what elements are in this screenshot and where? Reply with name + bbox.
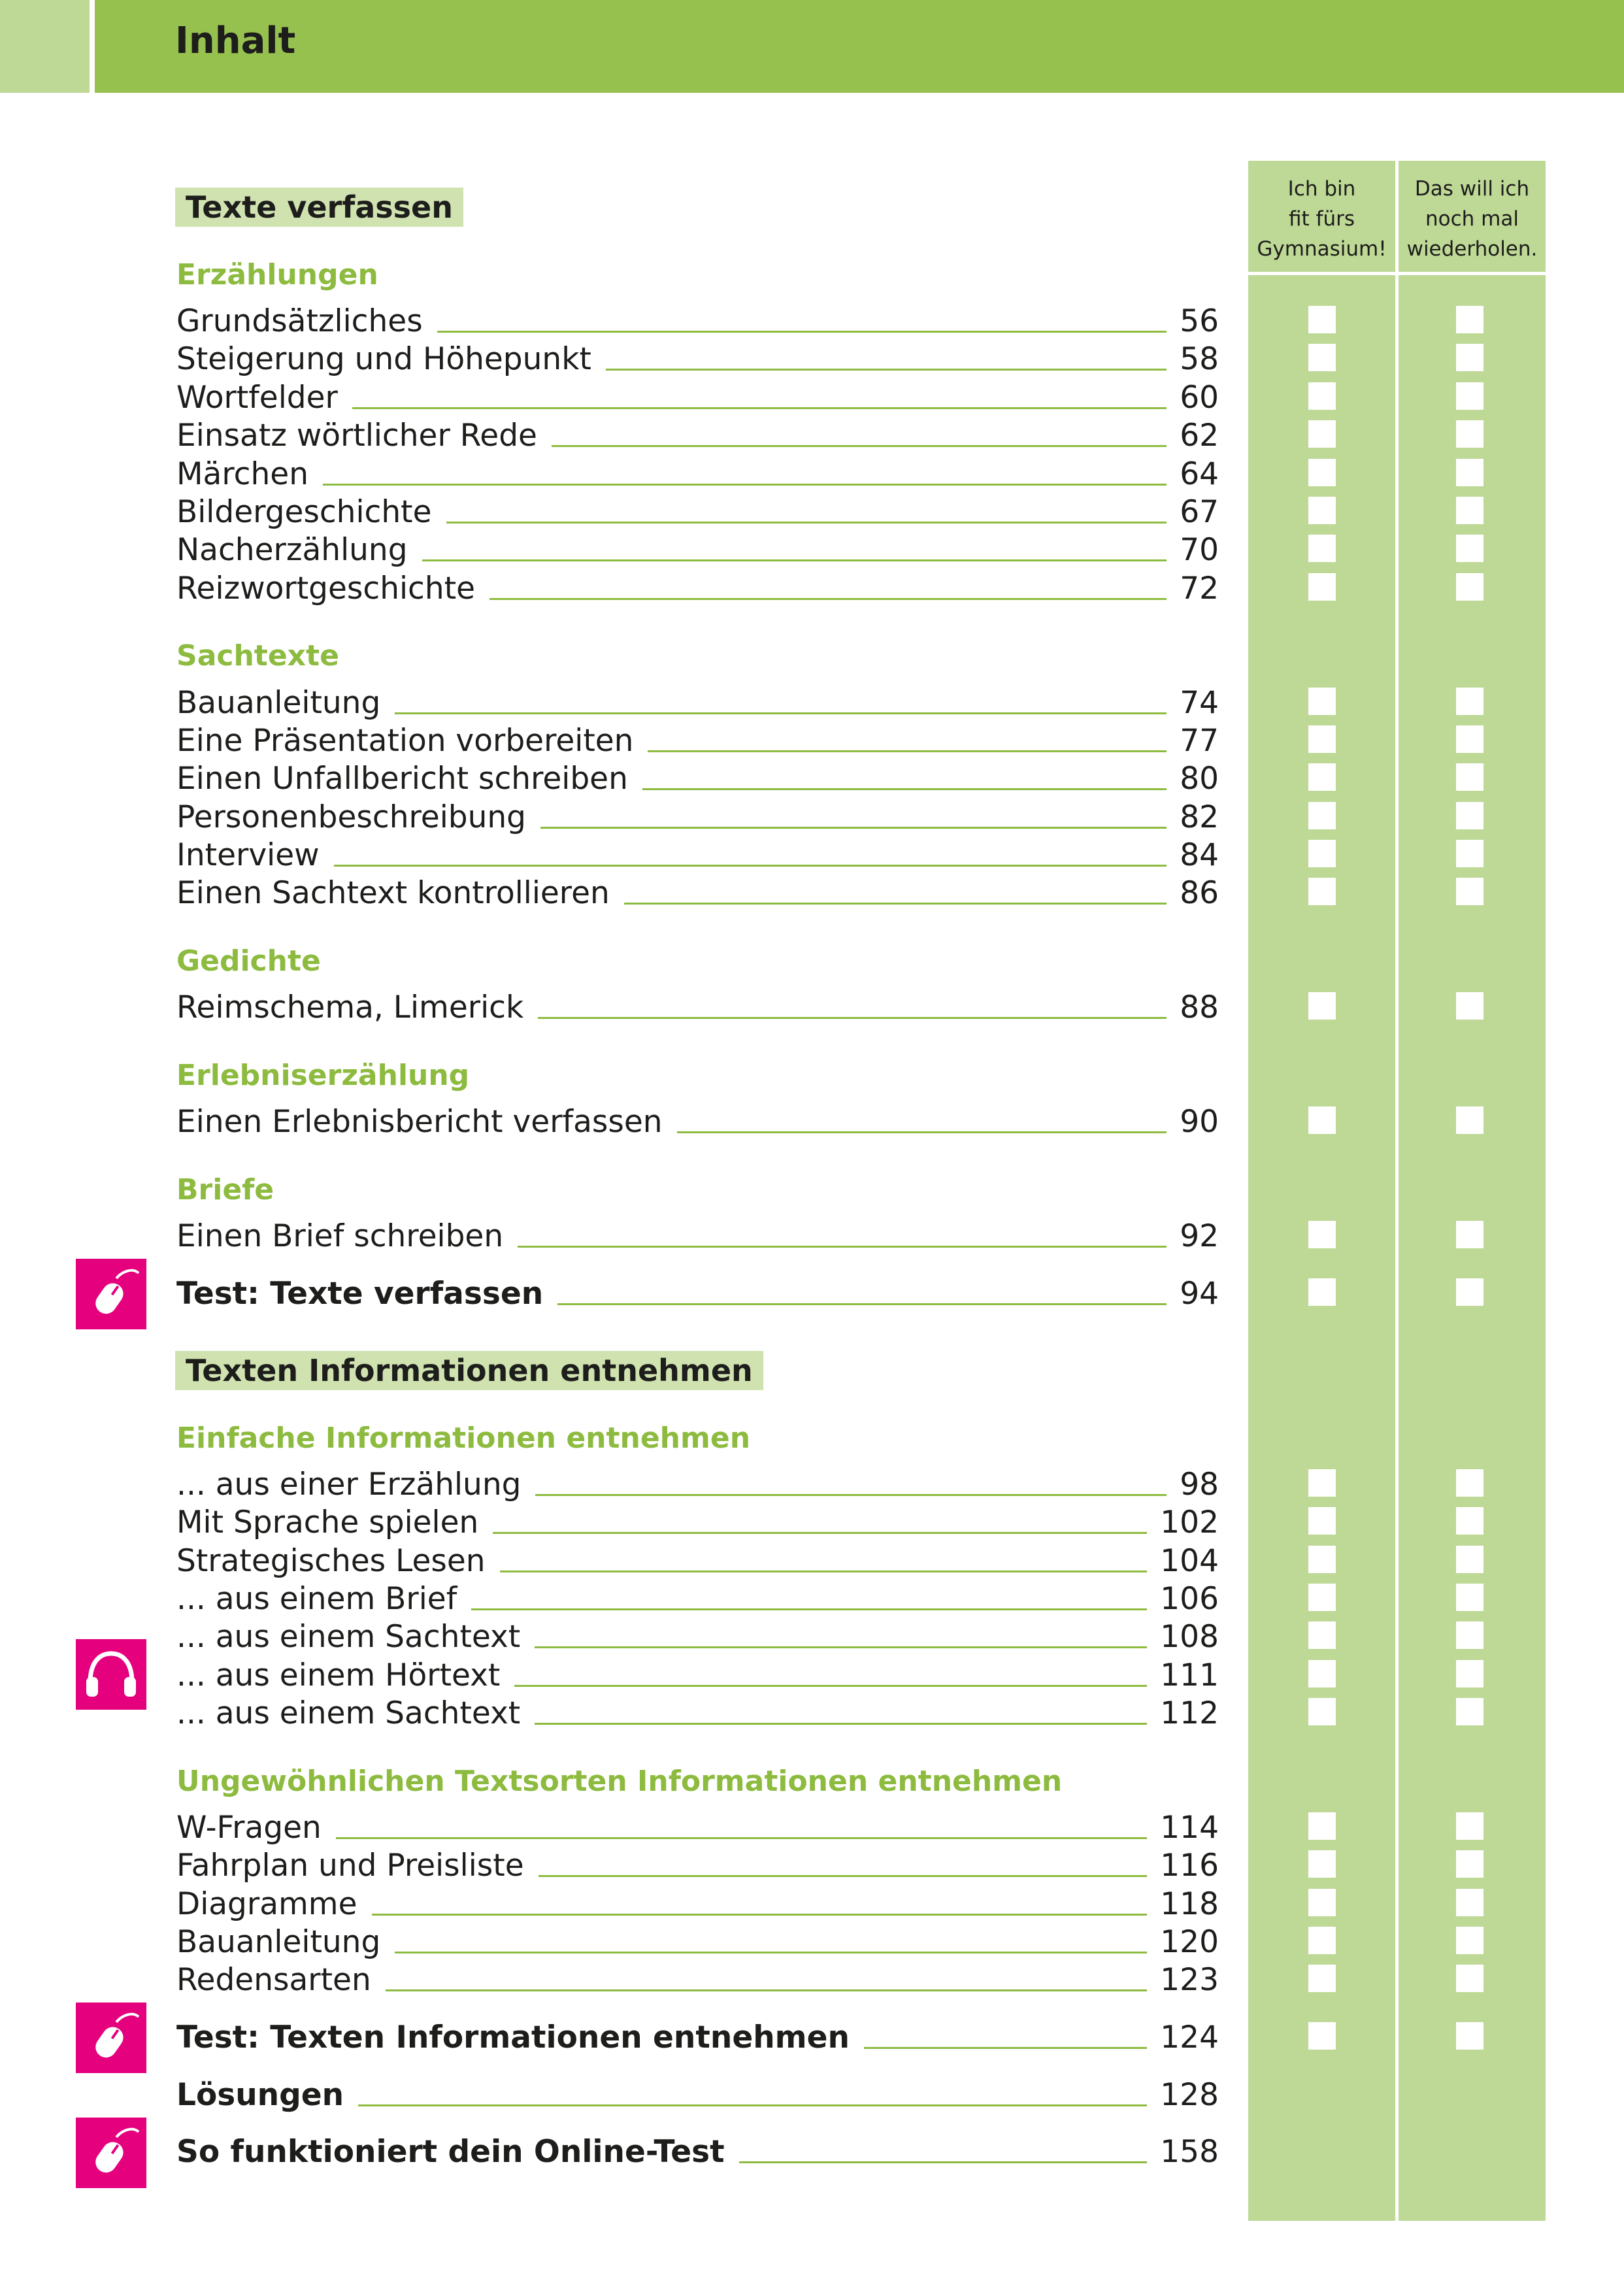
leader-line — [471, 1608, 1147, 1610]
entry-label: ... aus einem Brief — [176, 1581, 457, 1617]
toc-entry — [176, 1847, 1219, 1885]
checkbox-fit[interactable] — [1308, 802, 1336, 829]
checkbox-fit[interactable] — [1308, 1584, 1336, 1611]
toc-entry — [176, 1809, 1219, 1847]
entry-label: Grundsätzliches — [176, 303, 423, 339]
leader-line — [739, 2161, 1148, 2163]
entry-label: Interview — [176, 837, 320, 873]
checkbox-repeat[interactable] — [1456, 1546, 1483, 1573]
toc-entry — [176, 341, 1219, 378]
toc-entry — [176, 1618, 1219, 1656]
toc-entry — [176, 1695, 1219, 1733]
entry-page: 58 — [1180, 341, 1219, 377]
section-heading-texte-verfassen: Texte verfassen — [175, 188, 463, 227]
checkbox-fit[interactable] — [1308, 2022, 1336, 2050]
checkbox-fit[interactable] — [1308, 878, 1336, 905]
toc-entry — [176, 1103, 1219, 1141]
leader-line — [642, 788, 1167, 790]
page-title: Inhalt — [175, 20, 296, 62]
entry-label: Test: Texten Informationen entnehmen — [176, 2020, 850, 2055]
checkbox-repeat[interactable] — [1456, 1850, 1483, 1878]
checkbox-fit[interactable] — [1308, 497, 1336, 524]
leader-line — [540, 827, 1167, 829]
toc-entry-test — [176, 2019, 1219, 2057]
checkbox-repeat[interactable] — [1456, 992, 1483, 1020]
subheading-erzaehlungen: Erzählungen — [176, 258, 378, 291]
leader-line — [493, 1532, 1147, 1534]
checkbox-fit[interactable] — [1308, 1927, 1336, 1954]
checkbox-repeat[interactable] — [1456, 840, 1483, 867]
checkbox-fit[interactable] — [1308, 992, 1336, 1020]
entry-label: Fahrplan und Preisliste — [176, 1848, 524, 1884]
entry-page: 118 — [1160, 1886, 1219, 1922]
checkbox-repeat[interactable] — [1456, 1278, 1483, 1306]
checkbox-fit[interactable] — [1308, 1546, 1336, 1573]
entry-page: 72 — [1180, 571, 1219, 607]
entry-page: 106 — [1160, 1581, 1219, 1617]
entry-page: 74 — [1180, 685, 1219, 721]
checkbox-repeat[interactable] — [1456, 382, 1483, 410]
checkbox-fit[interactable] — [1308, 573, 1336, 601]
toc-entry-test — [176, 1275, 1219, 1313]
entry-label: Reizwortgeschichte — [176, 571, 476, 607]
entry-page: 92 — [1180, 1218, 1219, 1254]
checkbox-repeat[interactable] — [1456, 1812, 1483, 1840]
entry-page: 124 — [1160, 2020, 1219, 2055]
entry-page: 98 — [1180, 1467, 1219, 1503]
entry-label: Einen Brief schreiben — [176, 1218, 504, 1254]
leader-line — [372, 1914, 1148, 1916]
checkbox-fit[interactable] — [1308, 420, 1336, 448]
checkbox-repeat[interactable] — [1456, 1889, 1483, 1916]
entry-label: Test: Texte verfassen — [176, 1276, 544, 1312]
toc-entry — [176, 531, 1219, 569]
leader-line — [422, 559, 1167, 561]
header-tab — [0, 0, 90, 93]
entry-page: 84 — [1180, 837, 1219, 873]
subheading-ungewoehnliche-textsorten: Ungewöhnlichen Textsorten Informationen entnehmen — [176, 1765, 1063, 1798]
checkbox-fit[interactable] — [1308, 1965, 1336, 1992]
toc-entry — [176, 1886, 1219, 1923]
leader-line — [386, 1989, 1148, 1991]
mouse-icon — [76, 1259, 146, 1329]
leader-line — [395, 712, 1167, 714]
toc-entry — [176, 799, 1219, 837]
checkbox-fit[interactable] — [1308, 1278, 1336, 1306]
checkbox-fit[interactable] — [1308, 840, 1336, 867]
leader-line — [535, 1494, 1167, 1496]
entry-label: Steigerung und Höhepunkt — [176, 341, 591, 377]
checkbox-fit[interactable] — [1308, 1106, 1336, 1134]
leader-line — [518, 1246, 1167, 1248]
entry-page: 60 — [1180, 380, 1219, 416]
entry-label: Nacherzählung — [176, 532, 408, 568]
checkbox-fit[interactable] — [1308, 1698, 1336, 1725]
entry-label: ... aus einer Erzählung — [176, 1467, 522, 1503]
toc-entry — [176, 1580, 1219, 1618]
entry-label: Eine Präsentation vorbereiten — [176, 723, 634, 759]
entry-label: Bauanleitung — [176, 1924, 381, 1960]
leader-line — [323, 484, 1167, 486]
column-header-repeat: Das will ich noch mal wiederholen. — [1406, 177, 1538, 261]
checkbox-fit[interactable] — [1308, 535, 1336, 562]
leader-line — [538, 1017, 1167, 1019]
subheading-gedichte: Gedichte — [176, 944, 321, 978]
leader-line — [334, 865, 1167, 867]
entry-label: ... aus einem Sachtext — [176, 1619, 521, 1655]
checkbox-repeat[interactable] — [1456, 1106, 1483, 1134]
checkbox-fit[interactable] — [1308, 306, 1336, 333]
entry-label: W-Fragen — [176, 1810, 322, 1846]
subheading-erlebniserzaehlung: Erlebniserzählung — [176, 1059, 470, 1092]
entry-label: Lösungen — [176, 2077, 344, 2113]
entry-page: 94 — [1180, 1276, 1219, 1312]
checkbox-repeat[interactable] — [1456, 688, 1483, 715]
entry-page: 102 — [1160, 1504, 1219, 1540]
toc-entry — [176, 1504, 1219, 1542]
toc-entry — [176, 874, 1219, 912]
entry-label: Redensarten — [176, 1962, 371, 1998]
toc-entry — [176, 1923, 1219, 1961]
checkbox-repeat[interactable] — [1456, 535, 1483, 562]
entry-page: 67 — [1180, 494, 1219, 530]
toc-entry — [176, 493, 1219, 531]
checkbox-repeat[interactable] — [1456, 459, 1483, 486]
toc-entry — [176, 1218, 1219, 1255]
checkbox-repeat[interactable] — [1456, 1927, 1483, 1954]
checkbox-fit[interactable] — [1308, 1889, 1336, 1916]
column-header-separator — [1248, 272, 1546, 275]
entry-label: ... aus einem Sachtext — [176, 1695, 521, 1731]
leader-line — [557, 1303, 1167, 1305]
checkbox-repeat[interactable] — [1456, 1221, 1483, 1248]
leader-line — [606, 369, 1167, 371]
toc-entry — [176, 760, 1219, 798]
entry-page: 158 — [1160, 2134, 1219, 2170]
mouse-icon — [76, 2003, 146, 2073]
leader-line — [648, 750, 1167, 752]
entry-page: 90 — [1180, 1104, 1219, 1140]
toc-entry — [176, 379, 1219, 417]
checkbox-fit[interactable] — [1308, 763, 1336, 791]
checkbox-fit[interactable] — [1308, 688, 1336, 715]
checkbox-repeat[interactable] — [1456, 1698, 1483, 1725]
toc-entry — [176, 570, 1219, 608]
checkbox-repeat[interactable] — [1456, 1621, 1483, 1649]
checkbox-repeat[interactable] — [1456, 1965, 1483, 1992]
leader-line — [336, 1837, 1147, 1839]
toc-entry — [176, 722, 1219, 760]
entry-page: 114 — [1160, 1810, 1219, 1846]
checkbox-repeat[interactable] — [1456, 306, 1483, 333]
checkbox-repeat[interactable] — [1456, 1584, 1483, 1611]
entry-page: 64 — [1180, 456, 1219, 492]
entry-label: Bildergeschichte — [176, 494, 432, 530]
toc-entry — [176, 837, 1219, 874]
entry-label: Mit Sprache spielen — [176, 1504, 479, 1540]
checkbox-fit[interactable] — [1308, 1621, 1336, 1649]
checkbox-repeat[interactable] — [1456, 497, 1483, 524]
toc-entry-solutions — [176, 2076, 1219, 2114]
entry-label: Diagramme — [176, 1886, 357, 1922]
checkbox-fit[interactable] — [1308, 1221, 1336, 1248]
checkbox-repeat[interactable] — [1456, 420, 1483, 448]
leader-line — [446, 522, 1167, 524]
leader-line — [535, 1723, 1147, 1725]
checkbox-repeat[interactable] — [1456, 802, 1483, 829]
entry-page: 70 — [1180, 532, 1219, 568]
leader-line — [437, 331, 1167, 333]
checkbox-fit[interactable] — [1308, 1812, 1336, 1840]
leader-line — [358, 2104, 1147, 2106]
checkbox-fit[interactable] — [1308, 1660, 1336, 1687]
entry-label: Märchen — [176, 456, 308, 492]
checkbox-repeat[interactable] — [1456, 573, 1483, 601]
entry-page: 80 — [1180, 761, 1219, 797]
toc-entry — [176, 417, 1219, 455]
checkbox-repeat[interactable] — [1456, 725, 1483, 753]
checkbox-fit[interactable] — [1308, 725, 1336, 753]
checkbox-repeat[interactable] — [1456, 1469, 1483, 1497]
entry-page: 86 — [1180, 875, 1219, 911]
entry-page: 88 — [1180, 989, 1219, 1025]
leader-line — [535, 1646, 1147, 1648]
leader-line — [624, 903, 1167, 905]
entry-page: 120 — [1160, 1924, 1219, 1960]
entry-page: 82 — [1180, 799, 1219, 835]
column-divider — [1395, 161, 1399, 2197]
entry-page: 104 — [1160, 1543, 1219, 1579]
subheading-sachtexte: Sachtexte — [176, 639, 339, 673]
header-separator — [90, 0, 95, 93]
entry-page: 77 — [1180, 723, 1219, 759]
checkbox-fit[interactable] — [1308, 1507, 1336, 1535]
leader-line — [500, 1571, 1148, 1572]
entry-label: Bauanleitung — [176, 685, 381, 721]
entry-label: Reimschema, Limerick — [176, 989, 524, 1025]
toc-entry — [176, 303, 1219, 341]
checkbox-fit[interactable] — [1308, 1469, 1336, 1497]
checkbox-repeat[interactable] — [1456, 1660, 1483, 1687]
leader-line — [352, 407, 1167, 409]
entry-label: So funktioniert dein Online-Test — [176, 2134, 725, 2170]
checkbox-fit[interactable] — [1308, 1850, 1336, 1878]
toc-entry — [176, 1542, 1219, 1580]
toc-entry — [176, 1961, 1219, 1999]
toc-entry — [176, 684, 1219, 722]
leader-line — [864, 2047, 1147, 2049]
checkbox-repeat[interactable] — [1456, 878, 1483, 905]
toc-entry — [176, 456, 1219, 493]
entry-page: 116 — [1160, 1848, 1219, 1884]
entry-label: Einen Erlebnisbericht verfassen — [176, 1104, 663, 1140]
entry-page: 56 — [1180, 303, 1219, 339]
checkbox-repeat[interactable] — [1456, 763, 1483, 791]
section-heading-informationen: Texten Informationen entnehmen — [175, 1351, 763, 1390]
toc-entry — [176, 1657, 1219, 1695]
entry-page: 128 — [1160, 2077, 1219, 2113]
entry-label: Einen Sachtext kontrollieren — [176, 875, 610, 911]
checkbox-fit[interactable] — [1308, 344, 1336, 371]
entry-page: 108 — [1160, 1619, 1219, 1655]
headphones-icon — [76, 1639, 146, 1710]
checkbox-fit[interactable] — [1308, 459, 1336, 486]
leader-line — [395, 1952, 1147, 1953]
entry-label: Strategisches Lesen — [176, 1543, 486, 1579]
toc-entry-online-test — [176, 2133, 1219, 2171]
column-header-fit: Ich bin fit fürs Gymnasium! — [1257, 177, 1387, 261]
leader-line — [514, 1685, 1147, 1687]
entry-page: 62 — [1180, 418, 1219, 454]
toc-entry — [176, 989, 1219, 1027]
leader-line — [489, 598, 1167, 600]
entry-page: 123 — [1160, 1962, 1219, 1998]
checkbox-repeat[interactable] — [1456, 344, 1483, 371]
leader-line — [539, 1875, 1148, 1877]
entry-label: Wortfelder — [176, 380, 338, 416]
entry-page: 112 — [1160, 1695, 1219, 1731]
leader-line — [552, 445, 1167, 447]
entry-page: 111 — [1160, 1657, 1219, 1693]
subheading-einfache-informationen: Einfache Informationen entnehmen — [176, 1421, 751, 1455]
leader-line — [677, 1131, 1167, 1133]
entry-label: Personenbeschreibung — [176, 799, 527, 835]
entry-label: ... aus einem Hörtext — [176, 1657, 501, 1693]
entry-label: Einsatz wörtlicher Rede — [176, 418, 537, 454]
entry-label: Einen Unfallbericht schreiben — [176, 761, 628, 797]
checkbox-repeat[interactable] — [1456, 1507, 1483, 1535]
subheading-briefe: Briefe — [176, 1173, 274, 1206]
mouse-icon — [76, 2118, 146, 2188]
toc-entry — [176, 1466, 1219, 1504]
checkbox-repeat[interactable] — [1456, 2022, 1483, 2050]
checkbox-fit[interactable] — [1308, 382, 1336, 410]
